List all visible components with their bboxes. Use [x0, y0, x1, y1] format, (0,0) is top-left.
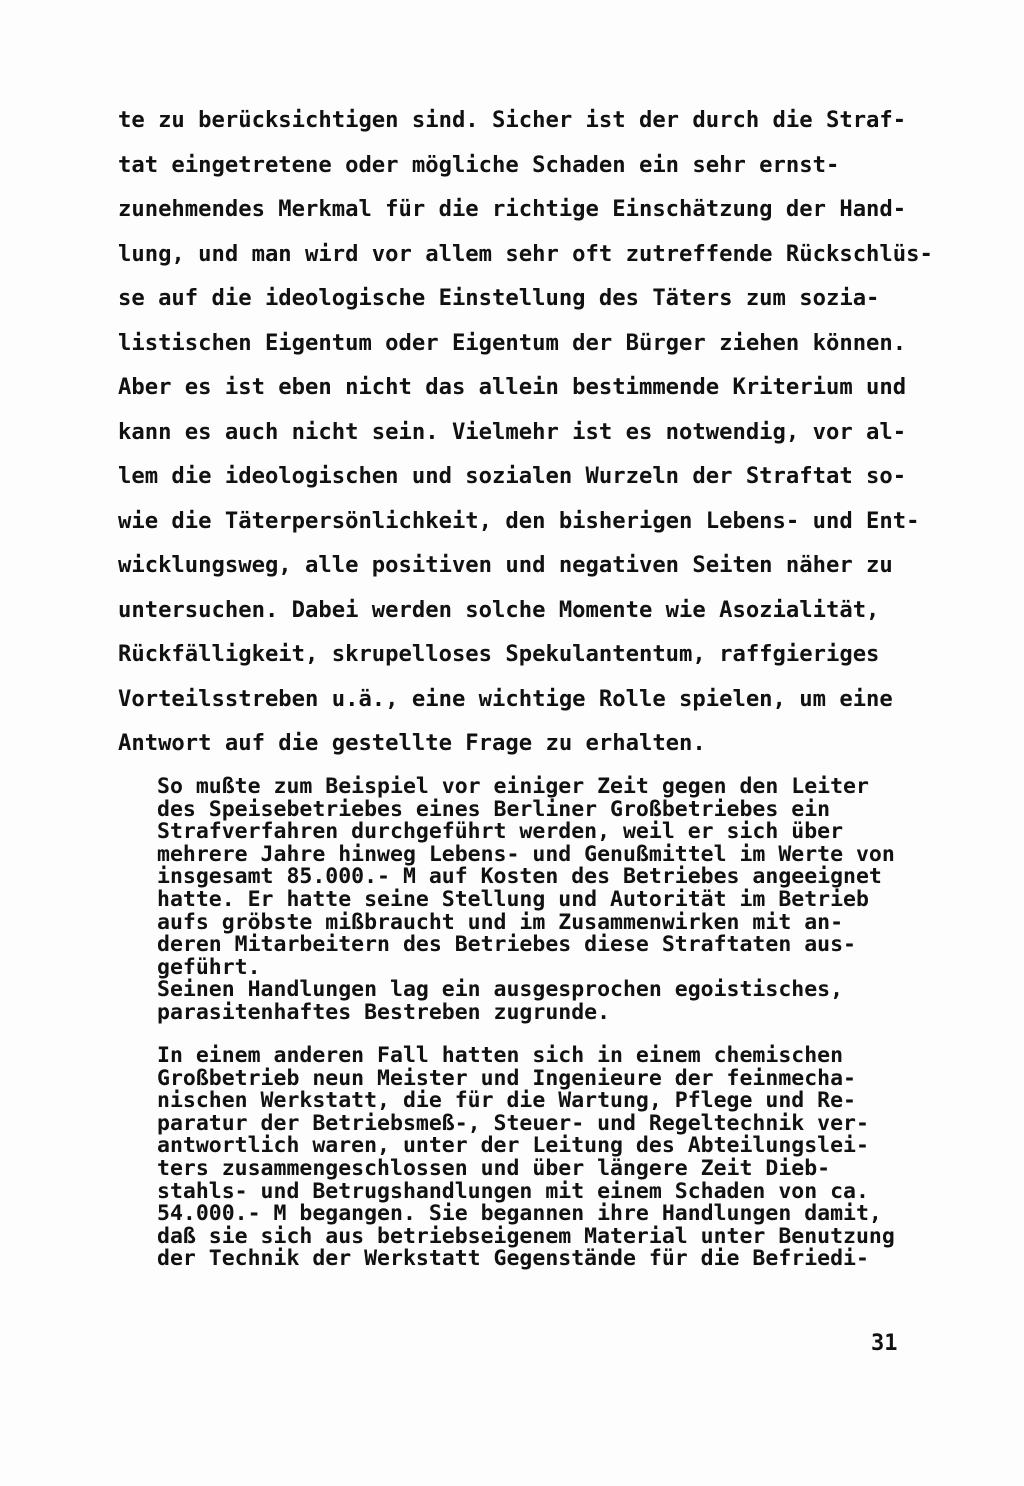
text-line: 54.000.- M begangen. Sie begannen ihre Handlungen damit, [157, 1201, 882, 1227]
text-line: geführt. [157, 954, 261, 980]
text-line: kann es auch nicht sein. Vielmehr ist es notwendig, vor al- [118, 418, 907, 445]
text-line: So mußte zum Beispiel vor einiger Zeit gegen den Leiter [157, 774, 869, 799]
text-line: deren Mitarbeitern des Betriebes diese Straftaten aus- [157, 932, 856, 958]
text-line: der Technik der Werkstatt Gegenstände für die Befriedi- [157, 1246, 869, 1272]
text-line: Vorteilsstreben u.ä., eine wichtige Rolle spielen, um eine [118, 685, 893, 712]
text-line: ters zusammengeschlossen und über längere Zeit Dieb- [157, 1155, 831, 1181]
example-paragraph-chemical-plant [157, 1045, 947, 1271]
text-line: listischen Eigentum oder Eigentum der Bürger ziehen können. [118, 329, 907, 356]
text-line: Strafverfahren durchgeführt werden, weil er sich über [157, 819, 844, 845]
text-line: parasitenhaftes Bestreben zugrunde. [157, 999, 611, 1025]
text-line: stahls- und Betrugshandlungen mit einem Schaden von ca. [157, 1178, 869, 1204]
text-line: des Speisebetriebes eines Berliner Großbetriebes ein [157, 796, 831, 822]
text-line: wie die Täterpersönlichkeit, den bisherigen Lebens- und Ent- [118, 507, 920, 534]
text-line: lem die ideologischen und sozialen Wurzeln der Straftat so- [118, 463, 907, 489]
text-line: antwortlich waren, unter der Leitung des Abteilungslei- [157, 1133, 869, 1159]
text-line: hatte. Er hatte seine Stellung und Autorität im Betrieb [157, 886, 869, 912]
text-line: paratur der Betriebsmeß-, Steuer- und Regeltechnik ver- [157, 1110, 869, 1136]
text-line: se auf die ideologische Einstellung des Täters zum sozia- [118, 285, 880, 311]
text-line: mehrere Jahre hinweg Lebens- und Genußmittel im Werte von [157, 841, 895, 867]
text-line: Antwort auf die gestellte Frage zu erhalten. [118, 730, 706, 756]
text-line: wicklungsweg, alle positiven und negativen Seiten näher zu [118, 552, 893, 578]
text-line: tat eingetretene oder mögliche Schaden ein sehr ernst- [118, 151, 840, 178]
text-line: insgesamt 85.000.- M auf Kosten des Betriebes angeeignet [157, 864, 882, 890]
text-line: Rückfälligkeit, skrupelloses Spekulantentum, raffgieriges [118, 641, 880, 667]
main-paragraph [118, 98, 948, 766]
text-line: daß sie sich aus betriebseigenem Material unter Benutzung [157, 1223, 895, 1249]
text-line: aufs gröbste mißbraucht und im Zusammenwirken mit an- [157, 909, 844, 935]
text-line: te zu berücksichtigen sind. Sicher ist der durch die Straf- [118, 107, 907, 133]
text-line: nischen Werkstatt, die für die Wartung, Pflege und Re- [157, 1088, 856, 1114]
text-line: Großbetrieb neun Meister und Ingenieure der feinmecha- [157, 1065, 856, 1091]
text-line: zunehmendes Merkmal für die richtige Einschätzung der Hand- [118, 196, 907, 222]
text-line: untersuchen. Dabei werden solche Momente wie Asozialität, [118, 596, 880, 623]
text-line: Seinen Handlungen lag ein ausgesprochen egoistisches, [157, 977, 844, 1003]
text-line: In einem anderen Fall hatten sich in einem chemischen [157, 1043, 844, 1068]
example-paragraph-berlin [157, 776, 947, 1025]
page-number: 31 [871, 1331, 898, 1356]
text-line: Aber es ist eben nicht das allein bestimmende Kriterium und [118, 374, 907, 400]
text-line: lung, und man wird vor allem sehr oft zutreffende Rückschlüs- [118, 240, 933, 267]
